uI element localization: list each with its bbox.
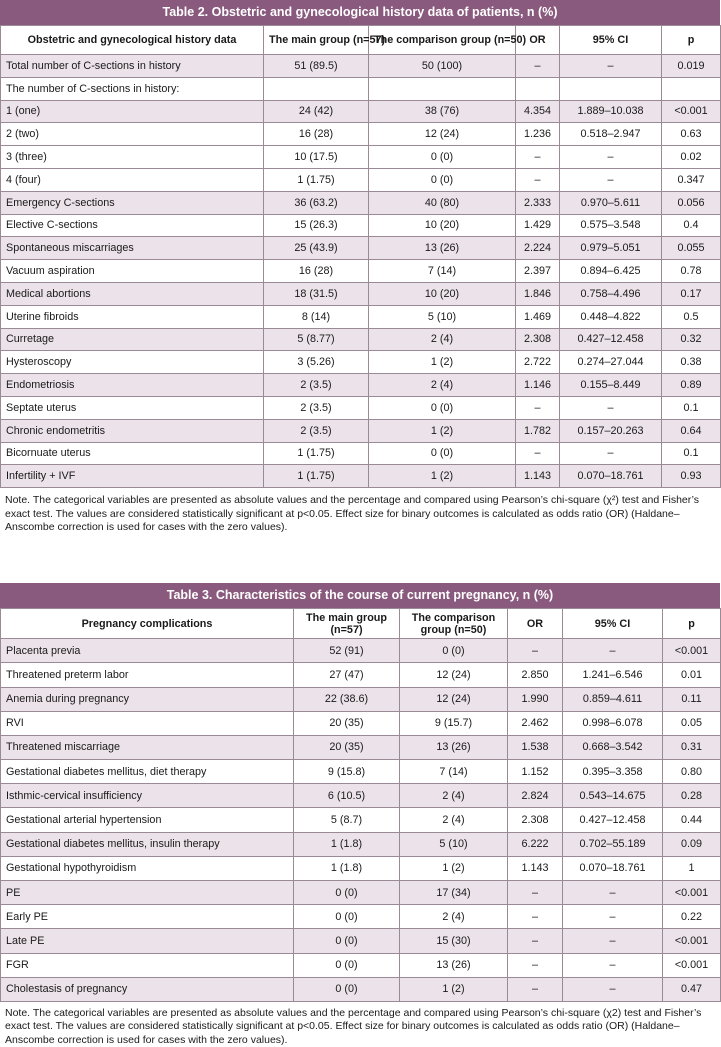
table-cell: 8 (14) xyxy=(264,305,369,328)
table-cell: 50 (100) xyxy=(369,55,516,78)
table-cell: 0.702–55.189 xyxy=(563,832,663,856)
table-cell: 0.63 xyxy=(662,123,721,146)
table-cell: 0.056 xyxy=(662,191,721,214)
table-row xyxy=(1,687,721,711)
row-label: Medical abortions xyxy=(1,282,264,305)
row-label: Early PE xyxy=(1,905,294,929)
table-cell: 1 (2) xyxy=(400,856,508,880)
column-header: The comparison group (n=50) xyxy=(400,609,508,639)
row-label: Threatened preterm labor xyxy=(1,663,294,687)
table-cell: 2 (3.5) xyxy=(264,396,369,419)
table-cell: 0.4 xyxy=(662,214,721,237)
table-cell: 0.02 xyxy=(662,146,721,169)
table-cell: 12 (24) xyxy=(400,663,508,687)
table-cell: 52 (91) xyxy=(294,639,400,663)
table-cell: 2 (4) xyxy=(369,328,516,351)
table-cell: – xyxy=(563,953,663,977)
table-cell: 1.469 xyxy=(516,305,560,328)
table-cell: 0 (0) xyxy=(294,881,400,905)
table-row xyxy=(1,328,721,351)
table-cell: – xyxy=(508,977,563,1001)
table-cell: 24 (42) xyxy=(264,100,369,123)
table-cell: <0.001 xyxy=(663,881,721,905)
table-cell: 0.543–14.675 xyxy=(563,784,663,808)
table-row xyxy=(1,639,721,663)
table-cell: 0.44 xyxy=(663,808,721,832)
table-cell: <0.001 xyxy=(663,953,721,977)
column-header: p xyxy=(663,609,721,639)
table-cell: 12 (24) xyxy=(400,687,508,711)
table-cell: 0 (0) xyxy=(294,977,400,1001)
table-cell: 38 (76) xyxy=(369,100,516,123)
table-cell: 0.518–2.947 xyxy=(560,123,662,146)
table-cell: 0.427–12.458 xyxy=(563,808,663,832)
table-cell: 1.143 xyxy=(508,856,563,880)
table-row xyxy=(1,146,721,169)
table-cell: <0.001 xyxy=(662,100,721,123)
table-cell: 2 (4) xyxy=(400,784,508,808)
table-cell: 1.143 xyxy=(516,465,560,488)
table3 xyxy=(0,608,721,1002)
table-cell: 2.850 xyxy=(508,663,563,687)
table-cell: 12 (24) xyxy=(369,123,516,146)
table3-header-row xyxy=(1,609,721,639)
row-label: Gestational diabetes mellitus, diet therapy xyxy=(1,760,294,784)
row-label: Endometriosis xyxy=(1,374,264,397)
column-header: OR xyxy=(508,609,563,639)
table-cell: 1.236 xyxy=(516,123,560,146)
table-row xyxy=(1,282,721,305)
table-row xyxy=(1,784,721,808)
table2-title: Table 2. Obstetric and gynecological history data of patients, n (%) xyxy=(0,0,720,25)
table-row xyxy=(1,351,721,374)
table-cell: 0.274–27.044 xyxy=(560,351,662,374)
table-cell: 7 (14) xyxy=(400,760,508,784)
table2 xyxy=(0,25,721,488)
table-cell: 0 (0) xyxy=(369,168,516,191)
table-cell: 2.224 xyxy=(516,237,560,260)
row-label: Elective C-sections xyxy=(1,214,264,237)
table-row xyxy=(1,260,721,283)
table-cell: 10 (20) xyxy=(369,214,516,237)
table-cell: 6 (10.5) xyxy=(294,784,400,808)
table-cell: – xyxy=(508,881,563,905)
table-cell: 20 (35) xyxy=(294,735,400,759)
table-cell: 1.146 xyxy=(516,374,560,397)
column-header: 95% CI xyxy=(560,26,662,55)
table-cell: – xyxy=(508,953,563,977)
table-cell: 27 (47) xyxy=(294,663,400,687)
table-cell: 1.889–10.038 xyxy=(560,100,662,123)
row-label: Chronic endometritis xyxy=(1,419,264,442)
table-cell: 0 (0) xyxy=(294,953,400,977)
table-cell: 0.894–6.425 xyxy=(560,260,662,283)
row-label: Gestational hypothyroidism xyxy=(1,856,294,880)
table-cell: 0.758–4.496 xyxy=(560,282,662,305)
table-cell: 0.668–3.542 xyxy=(563,735,663,759)
table-cell: 2.308 xyxy=(516,328,560,351)
row-label: Curretage xyxy=(1,328,264,351)
row-label: PE xyxy=(1,881,294,905)
table-cell: 0 (0) xyxy=(294,929,400,953)
table-cell: – xyxy=(516,396,560,419)
table-row xyxy=(1,100,721,123)
row-label: Spontaneous miscarriages xyxy=(1,237,264,260)
row-label: 3 (three) xyxy=(1,146,264,169)
column-header: Obstetric and gynecological history data xyxy=(1,26,264,55)
table-cell: 0 (0) xyxy=(369,396,516,419)
table-cell: 0.055 xyxy=(662,237,721,260)
table-cell: 10 (17.5) xyxy=(264,146,369,169)
table-cell: 5 (8.77) xyxy=(264,328,369,351)
table2-note: Note. The categorical variables are presented as absolute values and the percentage and compared using Pearson’s chi-square (χ²) test and Fisher’s exact test. The values are considered statistically significant at p<0.05. Effect size for binary outcomes is calculated as odds ratio (OR) (Haldane–Anscombe correction is used for cases with the zero values). xyxy=(5,494,700,534)
row-label: Emergency C-sections xyxy=(1,191,264,214)
table-cell xyxy=(516,77,560,100)
row-label: FGR xyxy=(1,953,294,977)
table3-note: Note. The categorical variables are presented as absolute values and the percentage and compared using Pearson’s chi-square (χ2) test and Fisher’s exact test. The values are considered statistically significant at p<0.05. Effect size for binary outcomes is calculated as odds ratio (OR) (Haldane–Anscombe correction is used for cases with the zero values). xyxy=(5,1006,702,1046)
table-cell xyxy=(560,77,662,100)
table-cell: 0.47 xyxy=(663,977,721,1001)
table-cell: – xyxy=(516,442,560,465)
table-cell: 0.859–4.611 xyxy=(563,687,663,711)
table-cell: 0.32 xyxy=(662,328,721,351)
table-cell: 7 (14) xyxy=(369,260,516,283)
table-row xyxy=(1,168,721,191)
table-cell: 1 (1.75) xyxy=(264,442,369,465)
table-cell: 0.157–20.263 xyxy=(560,419,662,442)
table-row xyxy=(1,305,721,328)
row-label: Placenta previa xyxy=(1,639,294,663)
table-cell: 0.31 xyxy=(663,735,721,759)
table-cell: 0.38 xyxy=(662,351,721,374)
table-cell: 13 (26) xyxy=(369,237,516,260)
table-cell: 0.93 xyxy=(662,465,721,488)
table-row xyxy=(1,905,721,929)
table-cell: 1.241–6.546 xyxy=(563,663,663,687)
table-cell: 2.308 xyxy=(508,808,563,832)
table-cell: 25 (43.9) xyxy=(264,237,369,260)
table-cell: 0.979–5.051 xyxy=(560,237,662,260)
table-row xyxy=(1,442,721,465)
table-row xyxy=(1,760,721,784)
table-cell: – xyxy=(563,905,663,929)
table-cell: 1.152 xyxy=(508,760,563,784)
row-label: Isthmic-cervical insufficiency xyxy=(1,784,294,808)
table-cell: 1.990 xyxy=(508,687,563,711)
row-label: Hysteroscopy xyxy=(1,351,264,374)
table-cell: 0.89 xyxy=(662,374,721,397)
table-cell xyxy=(264,77,369,100)
table-cell: 1 (2) xyxy=(369,351,516,374)
table-cell: 1 (2) xyxy=(369,419,516,442)
row-label: Bicornuate uterus xyxy=(1,442,264,465)
table-cell: 1.538 xyxy=(508,735,563,759)
table-cell xyxy=(369,77,516,100)
table-cell: – xyxy=(560,442,662,465)
table-cell: 15 (26.3) xyxy=(264,214,369,237)
column-header: The main group (n=57) xyxy=(264,26,369,55)
table-cell: 0.070–18.761 xyxy=(560,465,662,488)
table-cell: 51 (89.5) xyxy=(264,55,369,78)
table-cell: – xyxy=(560,396,662,419)
table-cell: – xyxy=(516,146,560,169)
table-row xyxy=(1,735,721,759)
table-cell: 0.64 xyxy=(662,419,721,442)
row-label: 2 (two) xyxy=(1,123,264,146)
table-cell: 0.80 xyxy=(663,760,721,784)
table-cell: 2.824 xyxy=(508,784,563,808)
table-cell: 0.155–8.449 xyxy=(560,374,662,397)
table-cell: 0.395–3.358 xyxy=(563,760,663,784)
table-cell: 1.846 xyxy=(516,282,560,305)
table-row xyxy=(1,808,721,832)
table-cell: 1 xyxy=(663,856,721,880)
table-cell: 0 (0) xyxy=(400,639,508,663)
table-cell: 0.17 xyxy=(662,282,721,305)
table-row xyxy=(1,237,721,260)
table-cell: 0.970–5.611 xyxy=(560,191,662,214)
table-cell: 5 (10) xyxy=(369,305,516,328)
table-cell: 0 (0) xyxy=(369,146,516,169)
table-cell: 0.448–4.822 xyxy=(560,305,662,328)
table-cell: 13 (26) xyxy=(400,735,508,759)
row-label: Gestational diabetes mellitus, insulin therapy xyxy=(1,832,294,856)
table-row xyxy=(1,856,721,880)
table-cell: 0.070–18.761 xyxy=(563,856,663,880)
table2-body xyxy=(1,55,721,488)
table-cell: 1.429 xyxy=(516,214,560,237)
table-cell: 2.722 xyxy=(516,351,560,374)
column-header: p xyxy=(662,26,721,55)
table-cell: 17 (34) xyxy=(400,881,508,905)
table-cell: – xyxy=(560,168,662,191)
row-label: 1 (one) xyxy=(1,100,264,123)
table-cell: 2 (4) xyxy=(400,808,508,832)
table-cell xyxy=(662,77,721,100)
table2-header-row xyxy=(1,26,721,55)
table-cell: 2.397 xyxy=(516,260,560,283)
table-row xyxy=(1,396,721,419)
table-cell: 2 (3.5) xyxy=(264,419,369,442)
table-cell: – xyxy=(563,977,663,1001)
table-row xyxy=(1,77,721,100)
table-cell: 2 (3.5) xyxy=(264,374,369,397)
table-cell: 1 (2) xyxy=(400,977,508,1001)
row-label: Total number of C-sections in history xyxy=(1,55,264,78)
table-cell: 0.427–12.458 xyxy=(560,328,662,351)
row-label: Anemia during pregnancy xyxy=(1,687,294,711)
table-row xyxy=(1,832,721,856)
table-cell: 1 (1.75) xyxy=(264,168,369,191)
table-cell: 10 (20) xyxy=(369,282,516,305)
table-cell: 0 (0) xyxy=(369,442,516,465)
table-cell: 0.347 xyxy=(662,168,721,191)
table-cell: – xyxy=(563,881,663,905)
table-row xyxy=(1,881,721,905)
column-header: The main group (n=57) xyxy=(294,609,400,639)
column-header: OR xyxy=(516,26,560,55)
table-cell: 0.05 xyxy=(663,711,721,735)
row-label: Septate uterus xyxy=(1,396,264,419)
table-cell: 9 (15.8) xyxy=(294,760,400,784)
table-cell: 0.09 xyxy=(663,832,721,856)
table-cell: – xyxy=(563,929,663,953)
table-cell: 5 (10) xyxy=(400,832,508,856)
table-cell: 0 (0) xyxy=(294,905,400,929)
column-header: The comparison group (n=50) xyxy=(369,26,516,55)
table3-title: Table 3. Characteristics of the course of current pregnancy, n (%) xyxy=(0,583,720,608)
table-row xyxy=(1,663,721,687)
table3-body xyxy=(1,639,721,1002)
table-row xyxy=(1,123,721,146)
table-cell: <0.001 xyxy=(663,639,721,663)
table-cell: 20 (35) xyxy=(294,711,400,735)
table-cell: 16 (28) xyxy=(264,123,369,146)
row-label: RVI xyxy=(1,711,294,735)
table-row xyxy=(1,55,721,78)
table-cell: 0.1 xyxy=(662,442,721,465)
row-label: Cholestasis of pregnancy xyxy=(1,977,294,1001)
table-cell: 4.354 xyxy=(516,100,560,123)
table-cell: 13 (26) xyxy=(400,953,508,977)
table-cell: 1 (1.8) xyxy=(294,832,400,856)
table-cell: – xyxy=(516,55,560,78)
table-cell: – xyxy=(516,168,560,191)
table-cell: – xyxy=(508,639,563,663)
table-row xyxy=(1,419,721,442)
table-cell: – xyxy=(560,55,662,78)
table-cell: 1 (2) xyxy=(369,465,516,488)
table-cell: 0.78 xyxy=(662,260,721,283)
table-cell: 2.462 xyxy=(508,711,563,735)
table-row xyxy=(1,953,721,977)
table-cell: 5 (8.7) xyxy=(294,808,400,832)
table-cell: 2 (4) xyxy=(369,374,516,397)
table-cell: – xyxy=(508,929,563,953)
row-label: Vacuum aspiration xyxy=(1,260,264,283)
table-row xyxy=(1,929,721,953)
table-cell: 6.222 xyxy=(508,832,563,856)
table-cell: 18 (31.5) xyxy=(264,282,369,305)
table-cell: – xyxy=(560,146,662,169)
row-label: Late PE xyxy=(1,929,294,953)
table-cell: <0.001 xyxy=(663,929,721,953)
row-label: Infertility + IVF xyxy=(1,465,264,488)
row-label: Gestational arterial hypertension xyxy=(1,808,294,832)
table-cell: 9 (15.7) xyxy=(400,711,508,735)
table-cell: 16 (28) xyxy=(264,260,369,283)
table-cell: 1.782 xyxy=(516,419,560,442)
table-cell: 2 (4) xyxy=(400,905,508,929)
table-cell: 0.575–3.548 xyxy=(560,214,662,237)
table-row xyxy=(1,465,721,488)
table-cell: 22 (38.6) xyxy=(294,687,400,711)
column-header: 95% CI xyxy=(563,609,663,639)
table-cell: – xyxy=(508,905,563,929)
table-row xyxy=(1,191,721,214)
table-row xyxy=(1,374,721,397)
table-cell: 40 (80) xyxy=(369,191,516,214)
table-cell: 0.5 xyxy=(662,305,721,328)
row-label: 4 (four) xyxy=(1,168,264,191)
table-cell: 0.22 xyxy=(663,905,721,929)
table-cell: 15 (30) xyxy=(400,929,508,953)
table-row xyxy=(1,977,721,1001)
table-row xyxy=(1,711,721,735)
table-cell: 3 (5.26) xyxy=(264,351,369,374)
table-cell: 0.11 xyxy=(663,687,721,711)
table-cell: 0.019 xyxy=(662,55,721,78)
row-label: The number of C-sections in history: xyxy=(1,77,264,100)
column-header: Pregnancy complications xyxy=(1,609,294,639)
table-cell: – xyxy=(563,639,663,663)
table-cell: 36 (63.2) xyxy=(264,191,369,214)
table-row xyxy=(1,214,721,237)
table-cell: 2.333 xyxy=(516,191,560,214)
table-cell: 0.998–6.078 xyxy=(563,711,663,735)
table-cell: 0.01 xyxy=(663,663,721,687)
table-cell: 0.28 xyxy=(663,784,721,808)
row-label: Uterine fibroids xyxy=(1,305,264,328)
table-cell: 1 (1.75) xyxy=(264,465,369,488)
table-cell: 0.1 xyxy=(662,396,721,419)
row-label: Threatened miscarriage xyxy=(1,735,294,759)
table-cell: 1 (1.8) xyxy=(294,856,400,880)
